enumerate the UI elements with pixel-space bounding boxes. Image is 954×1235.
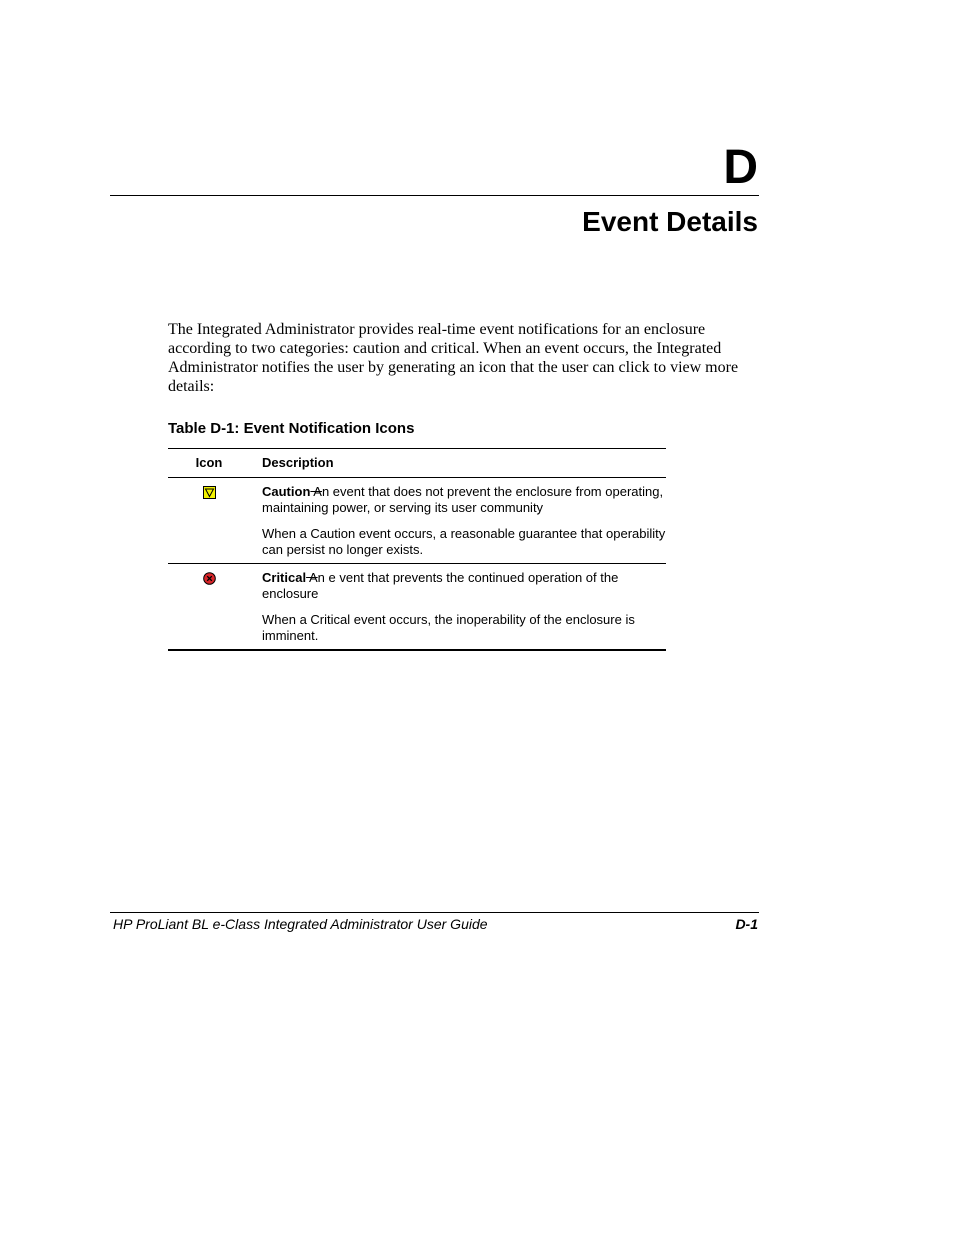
icon-cell	[168, 478, 262, 564]
table-header-row	[168, 449, 666, 478]
chapter-title: Event Details	[582, 206, 758, 237]
intro-paragraph: The Integrated Administrator provides real-time event notifications for an enclosure according to two categories: caution and critical. When an event occurs, the Integrated Administrator notifies the user by generating an icon that the user can click to view more details:	[168, 321, 739, 395]
table-row-critical	[168, 564, 666, 651]
caution-definition-text: n event that does not prevent the enclosure from operating, maintaining power, or serving its user community	[262, 484, 664, 515]
caution-detail: When a Caution event occurs, a reasonable guarantee that operability can persist no longer exists.	[262, 526, 666, 557]
critical-definition-text: n e vent that prevents the continued operation of the enclosure	[262, 570, 619, 601]
critical-definition	[262, 570, 666, 602]
column-header-description: Description	[262, 449, 666, 478]
icon-cell	[168, 564, 262, 651]
critical-detail: When a Critical event occurs, the inoperability of the enclosure is imminent.	[262, 612, 635, 643]
description-cell	[262, 564, 666, 651]
caution-icon	[203, 486, 216, 499]
caution-definition	[262, 484, 666, 516]
footer-guide-title: HP ProLiant BL e-Class Integrated Administrator User Guide	[113, 916, 488, 932]
footer-page-number: D-1	[735, 916, 758, 932]
chapter-divider	[110, 195, 759, 196]
table-caption: Table D-1: Event Notification Icons	[168, 420, 415, 437]
chapter-letter: D	[723, 141, 758, 194]
table-row-caution	[168, 478, 666, 564]
strikethrough-text: A	[306, 570, 318, 585]
column-header-icon: Icon	[168, 449, 262, 478]
event-notification-table	[168, 448, 666, 651]
strikethrough-text: A	[310, 484, 322, 499]
caution-label: Caution	[262, 484, 311, 499]
critical-label: Critical	[262, 570, 307, 585]
critical-icon	[203, 572, 216, 585]
footer-divider	[110, 912, 759, 913]
description-cell	[262, 478, 666, 564]
